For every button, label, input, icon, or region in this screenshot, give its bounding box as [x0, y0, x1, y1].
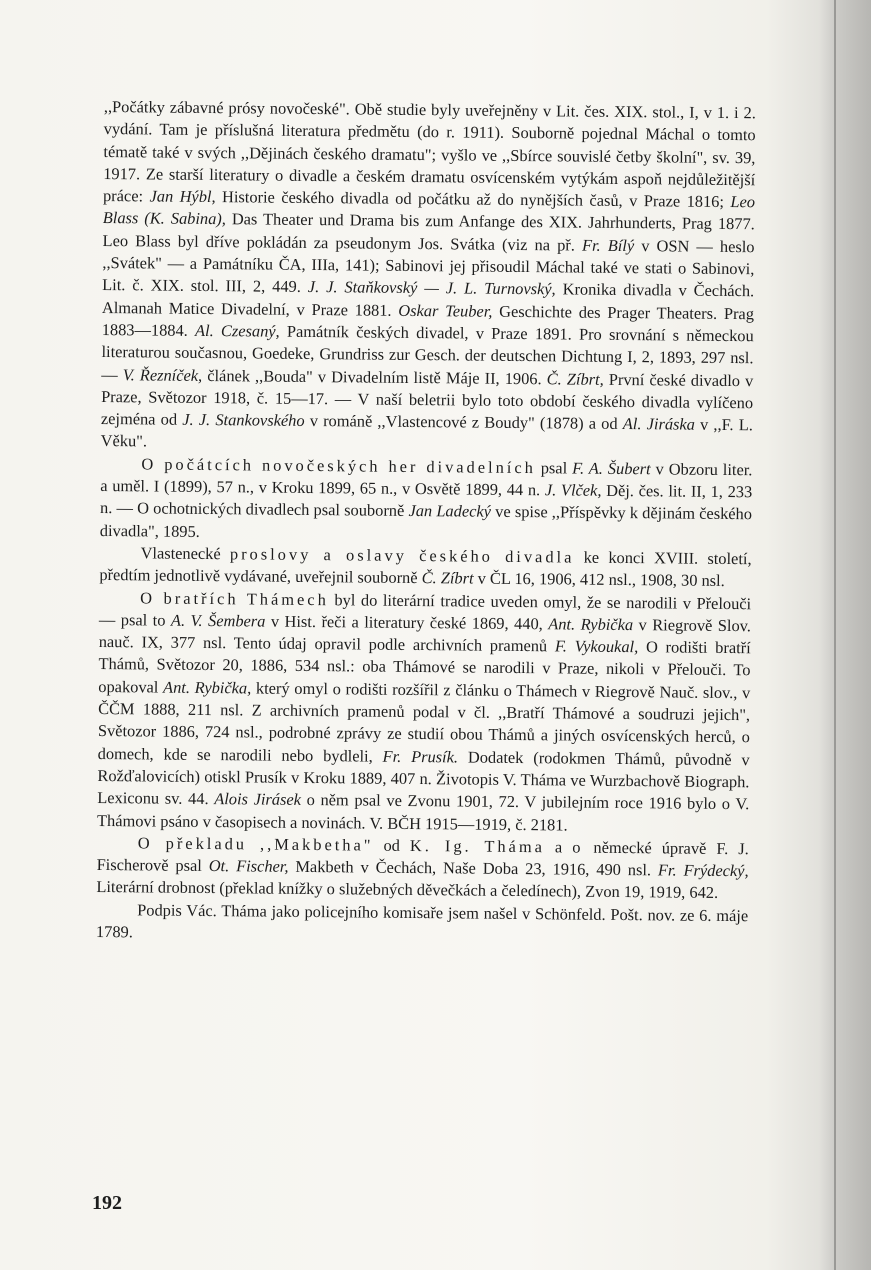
- text-run: O rodišti bratří Thámů, Světozor 20, 1886, 534 nsl.: oba Thámové se narodili v Praze, nikoli v Přelouči. To opakoval: [98, 637, 751, 697]
- text-run: Vlastenecké: [140, 543, 231, 564]
- text-run: v Hist. řeči a literatury české 1869, 440,: [265, 611, 549, 634]
- italic-run: J. J. Stankovského: [182, 409, 305, 431]
- italic-run: Č. Zíbrt: [421, 568, 474, 588]
- page-binding-shadow: [819, 0, 871, 1270]
- text-run: v ČL 16, 1906, 412 nsl., 1908, 30 nsl.: [473, 568, 725, 591]
- text-run: ke konci XVIII. století, předtím jednotlivě vydávané, uveřejnil souborně: [99, 547, 752, 588]
- text-run: Das Theater und Drama bis zum Anfange des XIX. Jahrhunderts, Prag 1877. Leo Blass byl dříve pokládán za pseudonym Jos. Svátka (viz na př.: [102, 209, 755, 255]
- italic-run: Ant. Rybička: [548, 614, 634, 634]
- text-run: od: [373, 835, 411, 855]
- spaced-run: K. Ig. Tháma: [409, 835, 546, 857]
- text-run: Makbeth v Čechách, Naše Doba 23, 1916, 490 nsl.: [288, 856, 659, 880]
- spaced-run: o: [572, 837, 584, 857]
- text-run: Geschichte des Prager Theaters. Prag 1883—1884.: [101, 301, 755, 340]
- paragraph: [96, 899, 748, 950]
- italic-run: V. Řezníček,: [122, 364, 203, 385]
- text-run: v ,,F. L. Věku".: [100, 414, 753, 451]
- text-run: Dodatek (rodokmen Thámů, původně v Rožďalovicích) otiskl Prusík v Kroku 1889, 407 n. Životopis V. Tháma ve Wurzbachově Biograph. Lexiconu sv. 44.: [97, 747, 750, 809]
- text-run: Kronika divadla v Čechách. Almanah Matice Divadelní, v Praze 1881.: [101, 279, 755, 320]
- italic-run: Al. Czesaný,: [194, 320, 280, 341]
- italic-run: Jan Ladecký: [408, 501, 492, 522]
- paragraph: [97, 587, 751, 839]
- italic-run: J. J. Staňkovský — J. L. Turnovský,: [307, 277, 556, 299]
- text-run: Podpis Vác. Tháma jako policejního komisaře jsem našel v Schönfeld. Pošt. nov. ze 6. máje 1789.: [95, 900, 749, 942]
- text-run: který omyl o rodišti rozšířil z článku o Thámech v Riegrově Nauč. slov., v ČČM 1888, 211 nsl. Z archivních pramenů podal v čl. ,,Bratří Thámové a soudruzi jejich", Světozor 1886, 724 nsl., podrobné zprávy ze studií obou Thámů a jiných osvícenských herců, o domech, kde se narodili nebo bydleli,: [97, 678, 751, 766]
- italic-run: F. Vykoukal,: [554, 636, 639, 657]
- spaced-run: proslovy a oslavy českého divadla: [229, 544, 575, 567]
- italic-run: Fr. Bílý: [581, 235, 635, 255]
- text-run: v Obzoru liter. a uměl. I (1899), 57 n., v Kroku 1899, 65 n., v Osvětě 1899, 44 n.: [100, 459, 753, 500]
- page-number: 192: [92, 1192, 122, 1214]
- text-run: Literární drobnost (překlad knížky o služebných děvečkách a čeledínech), Zvon 19, 1919, 642.: [96, 877, 719, 903]
- text-run: Památník českých divadel, v Praze 1891. Pro srovnání s německou literaturou současnou, Goedeke, Grundriss zur Gesch. der deutschen Dichtung I, 2, 1893, 297 nsl. —: [101, 321, 754, 384]
- paragraph: [96, 832, 749, 905]
- italic-run: Jan Hýbl,: [149, 186, 216, 207]
- text-run: psal: [535, 457, 573, 478]
- italic-run: Č. Zíbrt,: [546, 368, 604, 389]
- text-run: a: [544, 837, 573, 857]
- text-run: Historie českého divadla od počátku až do nynějších časů, v Praze 1816;: [215, 187, 731, 212]
- italic-run: Al. Jiráska: [622, 414, 696, 434]
- text-run: o něm psal ve Zvonu 1901, 72. V jubilejním roce 1916 bylo o V. Thámovi psáno v časopisech a novinách. V. BČH 1915—1919, č. 2181.: [96, 790, 750, 834]
- italic-run: A. V. Šembera: [170, 610, 266, 631]
- paragraph: [99, 542, 751, 593]
- italic-run: Ot. Fischer,: [208, 856, 289, 876]
- italic-run: J. Vlček,: [544, 480, 602, 500]
- text-run: v románě ,,Vlastencové z Boudy" (1878) a od: [304, 411, 623, 434]
- paragraph: [100, 453, 753, 548]
- text-run: v Riegrově Slov. nauč. IX, 377 nsl. Tento údaj opravil podle archivních pramenů: [98, 614, 752, 656]
- body-text: [96, 96, 756, 950]
- spaced-run: O počátcích novočeských her divadelních: [141, 454, 536, 477]
- text-run: Děj. čes. lit. II, 1, 233 n. — O ochotnických divadlech psal souborně: [99, 480, 753, 521]
- text-run: ,,Počátky zábavné prósy novočeské". Obě studie byly uveřejněny v Lit. čes. XIX. stol., I, v 1. i 2. vydání. Tam je příslušná literatura předmětu (do r. 1911). Souborně pojednal Máchal o tomto tématě také v svých ,,Dějinách českého dramatu"; vyšlo ve ,,Sbírce souvislé četby školní", sv. 39, 1917. Ze starší literatury o divadle a českém dramatu osvícenském vytýkám aspoň nejdůležitější práce:: [102, 96, 756, 206]
- italic-run: Oskar Teuber,: [398, 300, 493, 321]
- italic-run: F. A. Šubert: [572, 458, 651, 479]
- text-run: v OSN — heslo ,,Svátek" — a Památníku ČA, IIIa, 141); Sabinovi jej přisoudil Máchal také ve stati o Sabinovi, Lit. č. XIX. stol. III, 2, 449.: [102, 235, 755, 297]
- paragraph: [101, 96, 756, 459]
- text-run: ve spise ,,Příspěvky k dějinám českého divadla", 1895.: [99, 502, 753, 541]
- italic-run: Alois Jirásek: [214, 789, 302, 810]
- text-run: článek ,,Bouda" v Divadelním listě Máje II, 1906.: [202, 365, 547, 388]
- text-run: První české divadlo v Praze, Světozor 1918, č. 15—17. — V naší beletrii bylo toto období českého divadla vylíčeno zejména od: [100, 369, 754, 429]
- spaced-run: O překladu ,,Makbetha": [137, 833, 374, 855]
- text-run: byl do literární tradice uveden omyl, že se narodili v Přelouči — psal to: [98, 589, 752, 630]
- italic-run: Ant. Rybička,: [163, 677, 252, 698]
- page-edge-line: [834, 0, 836, 1270]
- italic-run: Leo Blass (K. Sabina),: [102, 192, 756, 229]
- italic-run: Fr. Prusík.: [382, 746, 459, 767]
- text-run: německé úpravě F. J. Fischerově psal: [96, 837, 749, 876]
- italic-run: Fr. Frýdecký,: [657, 860, 749, 881]
- spaced-run: O bratřích Thámech: [140, 587, 329, 609]
